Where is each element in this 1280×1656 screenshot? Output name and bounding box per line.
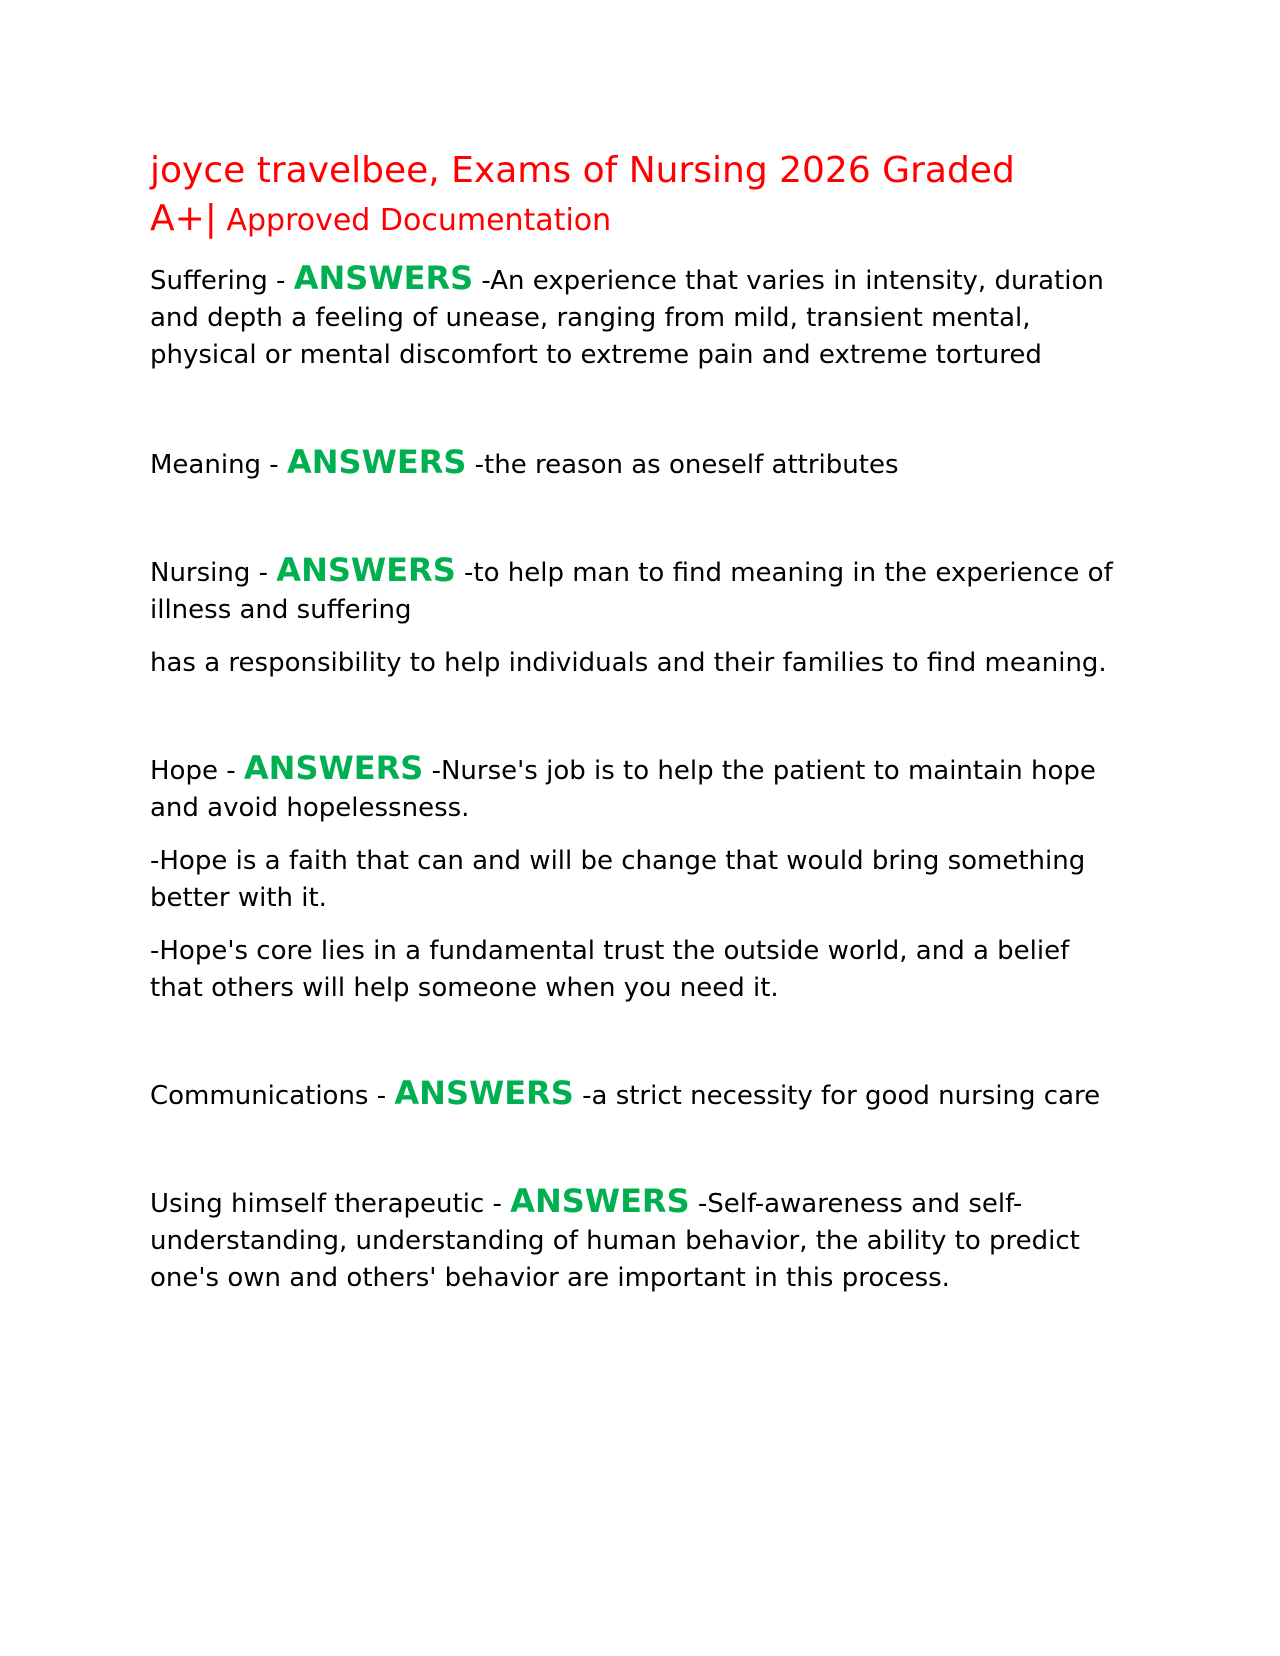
document-title: [150, 146, 1150, 244]
answers-label: ANSWERS: [510, 1182, 690, 1220]
entry-term: Suffering: [150, 266, 268, 296]
flashcard-entry-communications: [150, 1075, 1130, 1115]
flashcard-entry-meaning: [150, 444, 1130, 484]
entry-term: Nursing: [150, 558, 251, 588]
entry-answer: -to help man to find meaning in the experience of illness and suffering: [150, 558, 1113, 625]
entry-answer: -the reason as oneself attributes: [466, 450, 899, 480]
entry-paragraph: [150, 260, 1130, 374]
entry-paragraph: [150, 1183, 1130, 1297]
entry-answer: -Nurse's job is to help the patient to maintain hope and avoid hopelessness.: [150, 756, 1096, 823]
term-separator: -: [267, 266, 294, 296]
entry-paragraph: [150, 444, 1130, 484]
entry-term: Meaning: [150, 450, 262, 480]
entry-answer: -a strict necessity for good nursing care: [573, 1081, 1101, 1111]
title-grade: A+|: [150, 198, 217, 239]
entry-term: Using himself therapeutic: [150, 1189, 485, 1219]
flashcard-entry-suffering: [150, 260, 1130, 374]
term-separator: -: [368, 1081, 395, 1111]
term-separator: -: [261, 450, 287, 480]
answers-label: ANSWERS: [243, 749, 424, 787]
entry-extra-paragraph: has a responsibility to help individuals and their families to find meaning.: [150, 648, 1107, 678]
title-line-2: [150, 196, 1150, 244]
term-separator: -: [484, 1189, 511, 1219]
answers-label: ANSWERS: [276, 551, 456, 589]
flashcard-entry-hope: [150, 750, 1130, 1007]
flashcard-entry-therapeutic-self: [150, 1183, 1130, 1297]
entry-answer: -An experience that varies in intensity, duration and depth a feeling of unease, ranging from mild, transient mental, physical or mental discomfort to extreme pain and extreme tortured: [150, 266, 1104, 370]
entry-extra-paragraph: -Hope's core lies in a fundamental trust the outside world, and a belief that others will help someone when you need it.: [150, 936, 1070, 1003]
term-separator: -: [250, 558, 277, 588]
flashcard-entry-nursing: [150, 552, 1130, 682]
entry-answer: -Self-awareness and self-understanding, understanding of human behavior, the ability to predict one's own and others' behavior are important in this process.: [150, 1189, 1080, 1293]
entry-paragraph: [150, 1075, 1130, 1115]
entry-term: Hope: [150, 756, 218, 786]
title-line-1: joyce travelbee, Exams of Nursing 2026 Graded: [150, 150, 1015, 191]
answers-label: ANSWERS: [394, 1074, 574, 1112]
title-doc-label: Approved Documentation: [216, 203, 612, 238]
term-separator: -: [217, 756, 244, 786]
flashcard-list: [150, 260, 1130, 1297]
answers-label: ANSWERS: [293, 259, 474, 297]
answers-label: ANSWERS: [286, 443, 467, 481]
entry-extra-paragraph: -Hope is a faith that can and will be change that would bring something better with it.: [150, 846, 1086, 913]
entry-term: Communications: [150, 1081, 369, 1111]
entry-paragraph: [150, 552, 1130, 629]
entry-paragraph: [150, 750, 1130, 827]
